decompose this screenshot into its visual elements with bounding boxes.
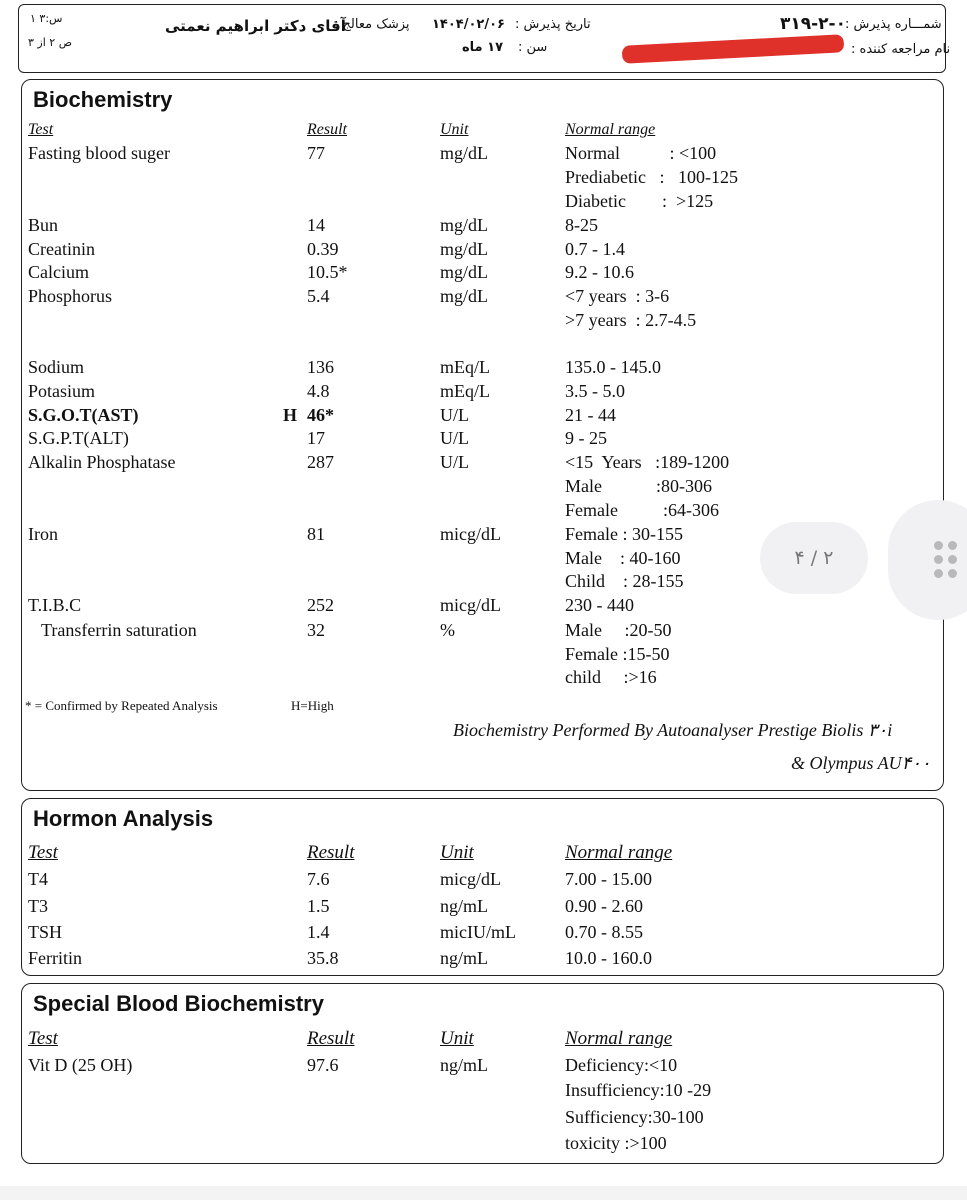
test-name: Ferritin — [28, 948, 82, 968]
result-value: 287 — [307, 452, 334, 472]
test-name: Sodium — [28, 357, 85, 377]
unit-value: micIU/mL — [440, 922, 516, 942]
col-header-result: Result — [307, 121, 347, 138]
table-row — [28, 143, 170, 164]
test-name: S.G.P.T(ALT) — [28, 428, 129, 448]
range-line: 135.0 - 145.0 — [565, 357, 661, 377]
unit-value: U/L — [440, 452, 469, 472]
reception-number-value: ۳۱۹-۲-۰ — [780, 14, 846, 34]
range-line: Diabetic : >125 — [565, 191, 714, 211]
result-value: 252 — [307, 595, 334, 615]
unit-value: U/L — [440, 428, 469, 448]
col-header-test: Test — [28, 842, 58, 863]
result-value: 7.6 — [307, 869, 330, 889]
footnote-confirmed: * = Confirmed by Repeated Analysis — [25, 698, 218, 713]
range-line: toxicity :>100 — [565, 1133, 667, 1153]
hormon-title: Hormon Analysis — [33, 806, 214, 831]
unit-value: micg/dL — [440, 595, 501, 615]
footnote-high: H=High — [291, 698, 334, 713]
unit-value: ng/mL — [440, 896, 488, 916]
col-header-unit: Unit — [440, 121, 469, 138]
test-name: T3 — [28, 896, 48, 916]
doctor-label: پزشک معالج : — [334, 17, 410, 32]
range-line: Male :80-306 — [565, 476, 712, 496]
result-value: 81 — [307, 524, 325, 544]
result-value: 77 — [307, 143, 325, 163]
range-line: <7 years : 3-6 — [565, 286, 670, 306]
unit-value: micg/dL — [440, 524, 501, 544]
age-value: ۱۷ ماه — [462, 40, 504, 55]
result-value: 97.6 — [307, 1055, 339, 1075]
test-name: Creatinin — [28, 239, 95, 259]
range-line: >7 years : 2.7-4.5 — [565, 310, 697, 330]
unit-value: ng/mL — [440, 948, 488, 968]
range-line: Female :64-306 — [565, 500, 719, 520]
range-line: 9.2 - 10.6 — [565, 262, 634, 282]
test-name: Alkalin Phosphatase — [28, 452, 176, 472]
test-name: Transferrin saturation — [41, 620, 197, 640]
range-line: 3.5 - 5.0 — [565, 381, 625, 401]
unit-value: mEq/L — [440, 381, 490, 401]
range-line: Sufficiency:30-100 — [565, 1107, 704, 1127]
result-value: 0.39 — [307, 239, 339, 259]
test-name: T4 — [28, 869, 48, 889]
col-header-range: Normal range — [565, 842, 673, 863]
col-header-unit: Unit — [440, 842, 474, 863]
unit-value: U/L — [440, 405, 469, 425]
page-indicator-text: ۴ / ۲ — [794, 547, 834, 569]
bottom-bar — [0, 1186, 967, 1200]
unit-value: ng/mL — [440, 1055, 488, 1075]
unit-value: % — [440, 620, 455, 640]
result-value: 136 — [307, 357, 334, 377]
page-indicator[interactable] — [760, 522, 868, 594]
unit-value: mg/dL — [440, 286, 488, 306]
test-name: Bun — [28, 215, 59, 235]
result-value: 14 — [307, 215, 325, 235]
grid-dots-icon[interactable] — [888, 500, 967, 620]
range-line: child :>16 — [565, 667, 657, 687]
range-line: 0.90 - 2.60 — [565, 896, 643, 916]
range-line: 9 - 25 — [565, 428, 607, 448]
result-value: 17 — [307, 428, 325, 448]
test-name: Phosphorus — [28, 286, 113, 306]
result-value: 4.8 — [307, 381, 330, 401]
result-value: 1.4 — [307, 922, 330, 942]
test-name: T.I.B.C — [28, 595, 82, 615]
admission-date-value: ۱۴۰۴/۰۲/۰۶ — [432, 17, 505, 32]
col-header-test: Test — [28, 1028, 58, 1049]
col-header-unit: Unit — [440, 1028, 474, 1049]
unit-value: micg/dL — [440, 869, 501, 889]
range-line: Insufficiency:10 -29 — [565, 1080, 712, 1100]
unit-value: mg/dL — [440, 262, 488, 282]
patient-name-label: نام مراجعه کننده : — [851, 42, 951, 57]
biochemistry-title: Biochemistry — [33, 87, 173, 112]
instrument-credit-2: & Olympus AU۴۰۰ — [791, 753, 931, 773]
unit-value: mEq/L — [440, 357, 490, 377]
reception-number-label: شمـــاره پذیرش : — [845, 17, 942, 32]
biochemistry-panel — [21, 79, 944, 791]
test-name: S.G.O.T(AST) — [28, 405, 139, 425]
test-name: TSH — [28, 922, 63, 942]
result-value: 10.5* — [307, 262, 348, 282]
range-line: <15 Years :189-1200 — [565, 452, 730, 472]
range-line: 21 - 44 — [565, 405, 616, 425]
admission-date-label: تاریخ پذیرش : — [515, 17, 591, 32]
col-header-result: Result — [307, 1028, 355, 1049]
unit-value: mg/dL — [440, 239, 488, 259]
instrument-credit: Biochemistry Performed By Autoanalyser Prestige Biolis ۳۰i — [453, 720, 893, 740]
test-name: Vit D (25 OH) — [28, 1055, 133, 1075]
high-flag: H — [283, 405, 298, 425]
result-value: 32 — [307, 620, 325, 640]
range-line: Normal : <100 — [565, 143, 717, 163]
col-header-range: Normal range — [565, 121, 656, 138]
test-name: Iron — [28, 524, 58, 544]
test-name: Calcium — [28, 262, 89, 282]
col-header-test: Test — [28, 121, 54, 138]
col-header-range: Normal range — [565, 1028, 673, 1049]
unit-value: mg/dL — [440, 215, 488, 235]
range-line: 10.0 - 160.0 — [565, 948, 652, 968]
range-line: Male :20-50 — [565, 620, 672, 640]
range-line: Female : 30-155 — [565, 524, 683, 544]
result-value: 5.4 — [307, 286, 330, 306]
range-line: 8-25 — [565, 215, 598, 235]
range-line: 7.00 - 15.00 — [565, 869, 652, 889]
result-value: 35.8 — [307, 948, 339, 968]
page-of: ص ۲ از ۳ — [28, 36, 73, 49]
unit-value: mg/dL — [440, 143, 488, 163]
test-name: Fasting blood suger — [28, 143, 170, 163]
age-label: سن : — [518, 40, 548, 55]
range-line: Male : 40-160 — [565, 548, 681, 568]
col-header-result: Result — [307, 842, 355, 863]
range-line: 0.7 - 1.4 — [565, 239, 625, 259]
range-line: Deficiency:<10 — [565, 1055, 678, 1075]
range-line: 0.70 - 8.55 — [565, 922, 643, 942]
doctor-name: آقای دکتر ابراهیم نعمتی — [165, 17, 346, 35]
range-line: Prediabetic : 100-125 — [565, 167, 738, 187]
result-value: 1.5 — [307, 896, 330, 916]
range-line: Child : 28-155 — [565, 571, 684, 591]
range-line: 230 - 440 — [565, 595, 634, 615]
result-value: 46* — [307, 405, 334, 425]
special-title: Special Blood Biochemistry — [33, 991, 324, 1016]
sheet-number: س:۳ ۱ — [30, 12, 63, 25]
test-name: Potasium — [28, 381, 96, 401]
range-line: Female :15-50 — [565, 644, 670, 664]
